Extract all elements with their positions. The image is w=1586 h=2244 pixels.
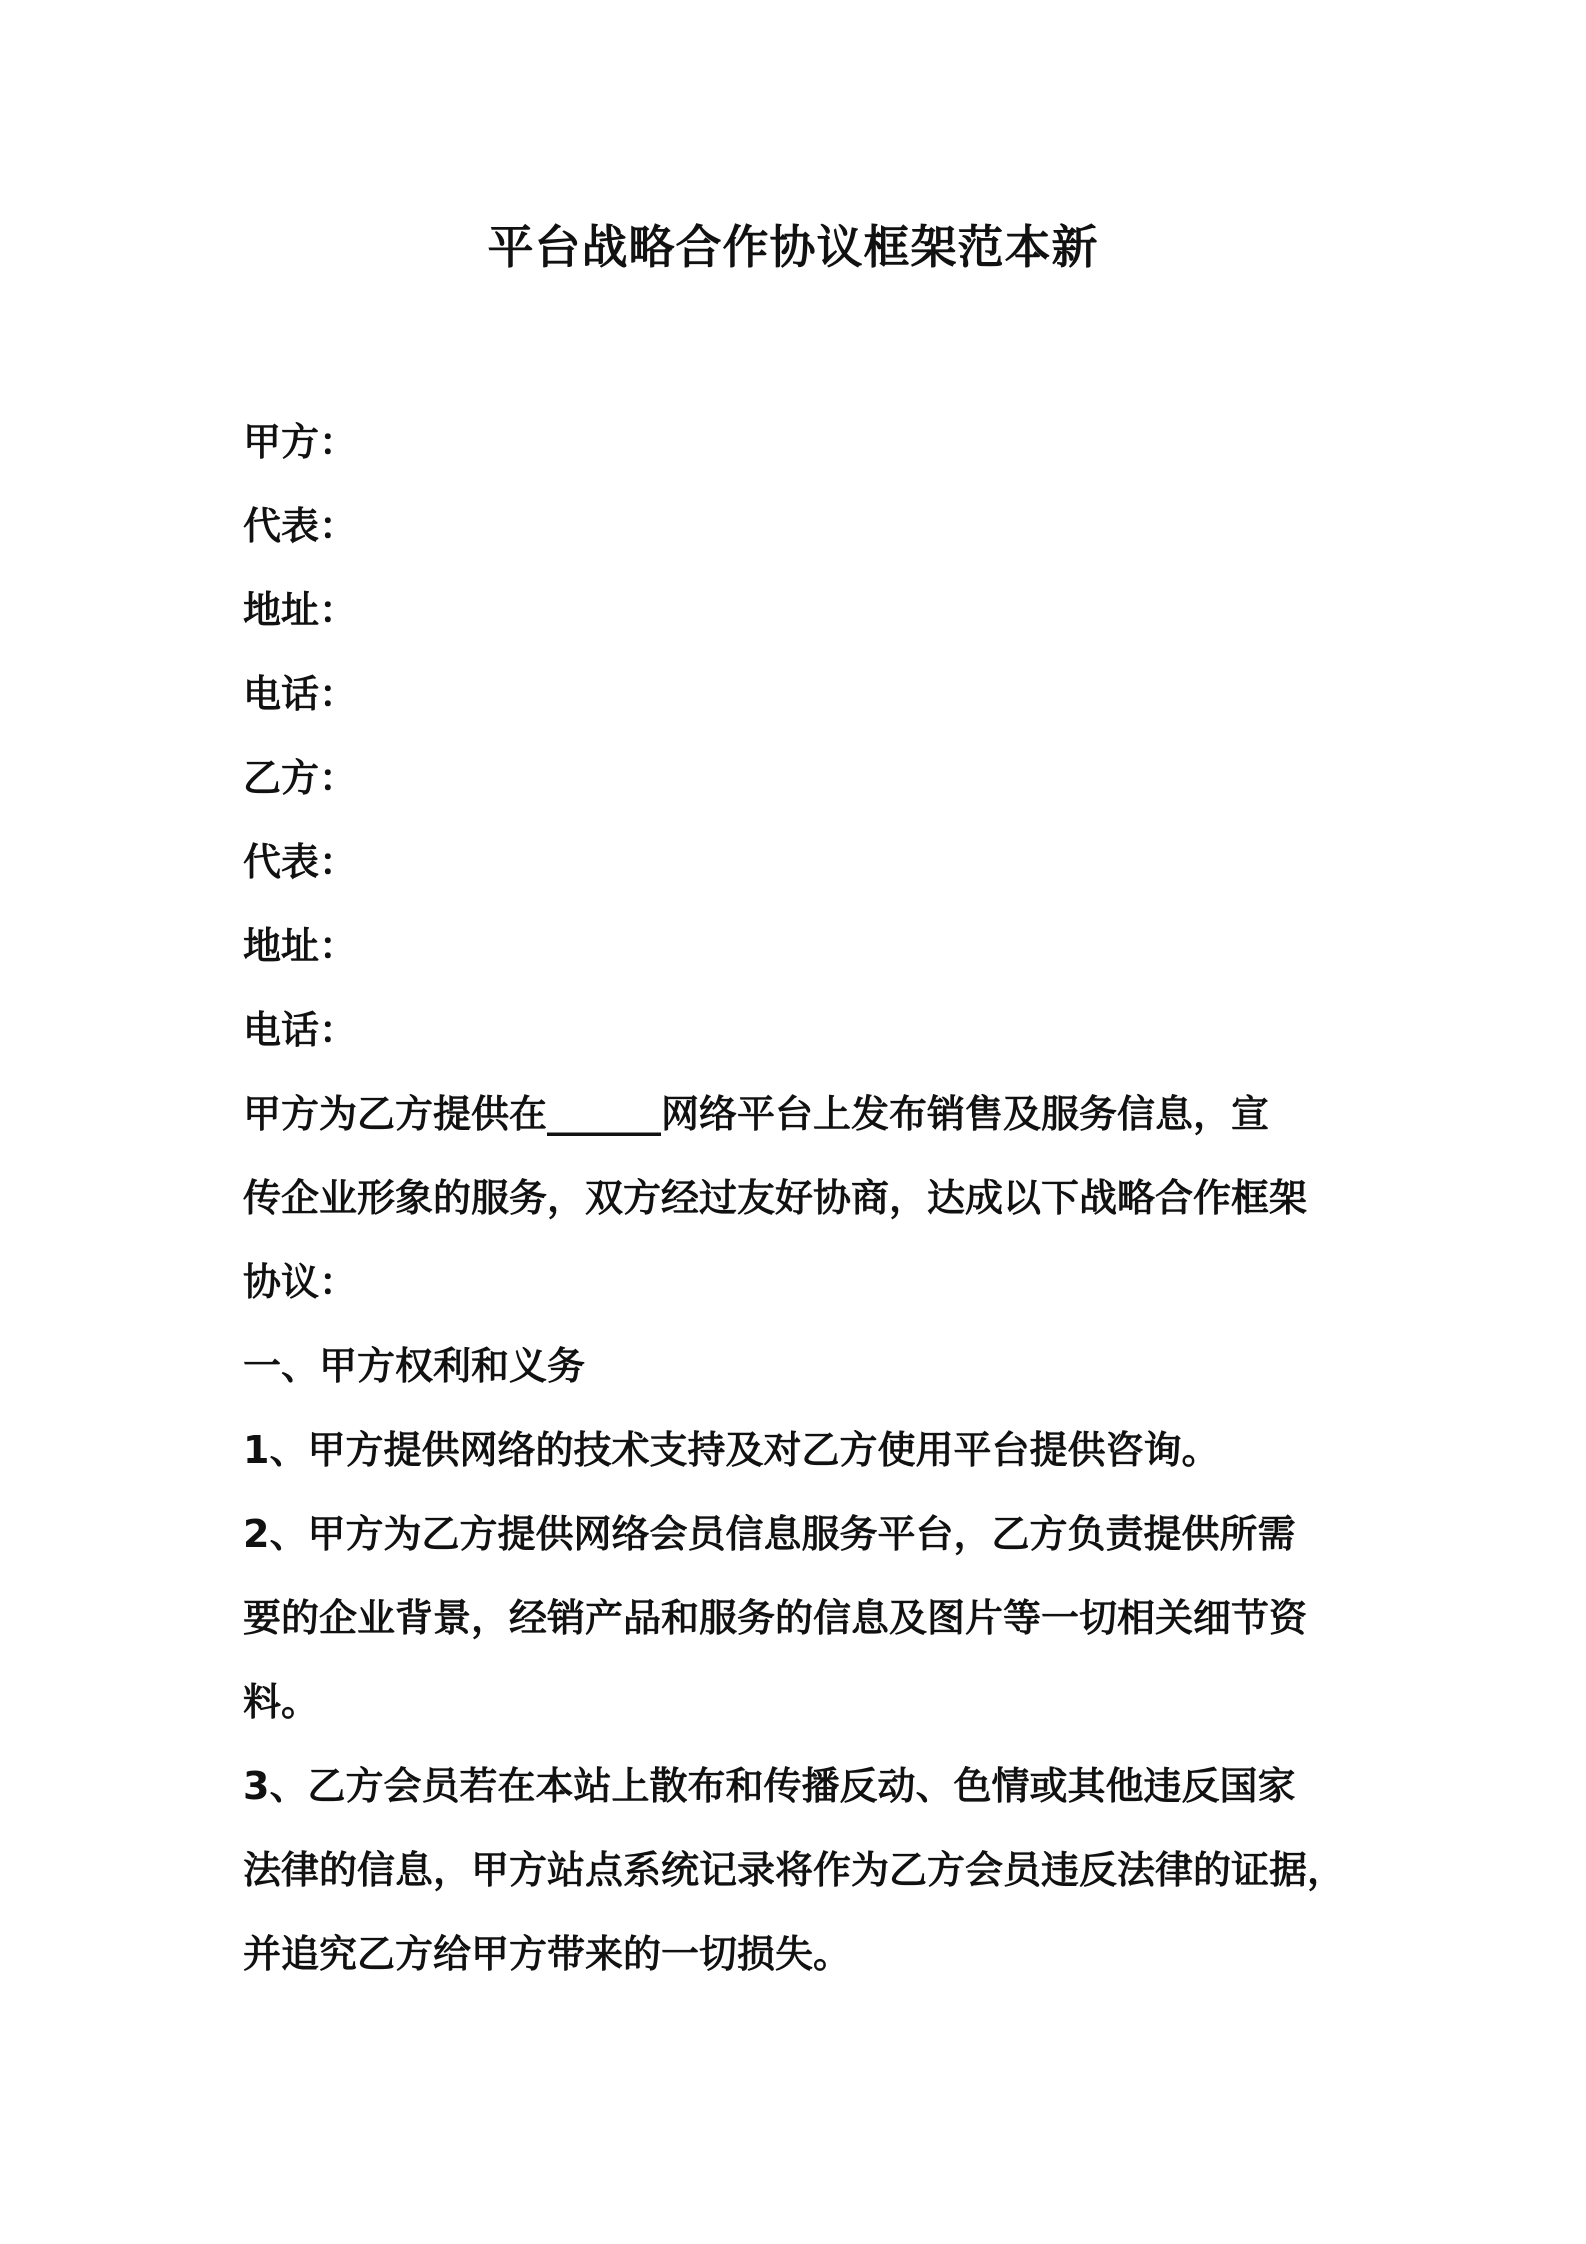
clause-3-line: 并追究乙方给甲方带来的一切损失。 <box>243 1932 852 1976</box>
intro-line: 传企业形象的服务，双方经过友好协商，达成以下战略合作框架 <box>243 1176 1308 1220</box>
party-b-representative: 代表： <box>243 840 358 884</box>
clause-3-line: 3、乙方会员若在本站上散布和传播反动、色情或其他违反国家 <box>243 1764 1296 1808</box>
clause-3 <box>243 1744 1373 1996</box>
party-b-address: 地址： <box>243 924 358 968</box>
intro-paragraph <box>243 1072 1373 1324</box>
party-b-phone: 电话： <box>243 1008 358 1052</box>
clause-2-line: 2、甲方为乙方提供网络会员信息服务平台，乙方负责提供所需 <box>243 1512 1296 1556</box>
section-heading: 一、甲方权利和义务 <box>243 1344 586 1388</box>
party-a-representative: 代表： <box>243 504 358 548</box>
clause-2 <box>243 1492 1373 1744</box>
clause-2-line: 料。 <box>243 1680 320 1724</box>
clause-1: 1、甲方提供网络的技术支持及对乙方使用平台提供咨询。 <box>243 1428 1220 1472</box>
clause-2-line: 要的企业背景，经销产品和服务的信息及图片等一切相关细节资 <box>243 1596 1308 1640</box>
intro-line: 协议： <box>243 1260 358 1304</box>
party-b-label: 乙方： <box>243 756 358 800</box>
party-a-label: 甲方： <box>243 420 358 464</box>
page-title: 平台战略合作协议框架范本新 <box>487 220 1099 274</box>
intro-line: 甲方为乙方提供在______网络平台上发布销售及服务信息，宣 <box>243 1092 1270 1136</box>
document-body <box>243 400 1373 1996</box>
party-a-phone: 电话： <box>243 672 358 716</box>
party-a-address: 地址： <box>243 588 358 632</box>
clause-3-line: 法律的信息，甲方站点系统记录将作为乙方会员违反法律的证据， <box>243 1848 1346 1892</box>
